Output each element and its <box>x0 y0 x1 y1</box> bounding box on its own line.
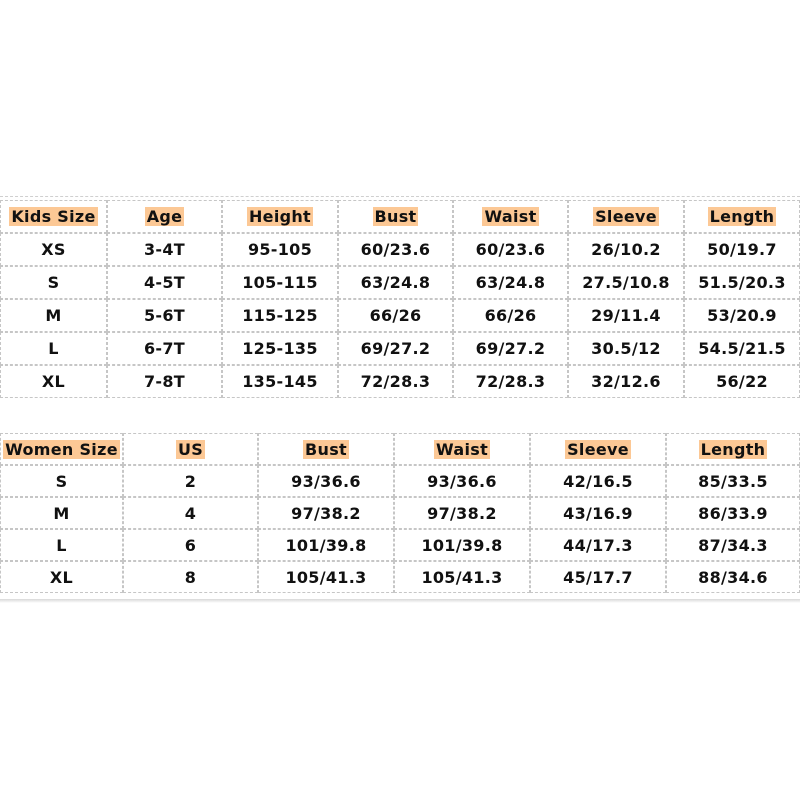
table-row <box>0 266 800 299</box>
women-cell: 42/16.5 <box>530 465 666 497</box>
kids-cell: 60/23.6 <box>453 233 568 266</box>
women-cell: 44/17.3 <box>530 529 666 561</box>
women-cell: 6 <box>123 529 258 561</box>
kids-header-label: Kids Size <box>11 207 96 226</box>
kids-cell: 72/28.3 <box>453 365 568 398</box>
women-header-cell <box>0 433 123 465</box>
table-row <box>0 299 800 332</box>
women-cell: 97/38.2 <box>394 497 530 529</box>
kids-cell: 26/10.2 <box>568 233 684 266</box>
chart-frame-top-border <box>0 196 800 197</box>
women-cell: 8 <box>123 561 258 593</box>
kids-cell: 3-4T <box>107 233 222 266</box>
kids-header-label: Length <box>709 207 775 226</box>
kids-cell: 32/12.6 <box>568 365 684 398</box>
table-row <box>0 529 800 561</box>
women-header-label: Length <box>700 439 766 459</box>
kids-cell: 27.5/10.8 <box>568 266 684 299</box>
kids-header-cell <box>338 200 453 233</box>
kids-cell: XS <box>0 233 107 266</box>
kids-cell: 66/26 <box>338 299 453 332</box>
kids-header-cell <box>684 200 800 233</box>
kids-header-cell <box>568 200 684 233</box>
kids-cell: 5-6T <box>107 299 222 332</box>
women-header-label: Bust <box>305 439 347 459</box>
women-cell: 101/39.8 <box>258 529 394 561</box>
kids-header-row <box>0 200 800 233</box>
women-cell: 88/34.6 <box>666 561 800 593</box>
women-header-label: Waist <box>435 439 489 459</box>
table-row <box>0 497 800 529</box>
women-cell: 87/34.3 <box>666 529 800 561</box>
kids-header-label: Waist <box>484 207 537 226</box>
kids-header-cell <box>0 200 107 233</box>
kids-cell: 69/27.2 <box>453 332 568 365</box>
kids-cell: 105-115 <box>222 266 338 299</box>
kids-cell: 7-8T <box>107 365 222 398</box>
table-row <box>0 561 800 593</box>
kids-header-label: Age <box>146 207 183 226</box>
women-size-table <box>0 433 800 593</box>
kids-cell: 56/22 <box>684 365 800 398</box>
kids-cell: S <box>0 266 107 299</box>
women-header-label: Sleeve <box>567 439 629 459</box>
women-cell: 86/33.9 <box>666 497 800 529</box>
chart-frame-bottom-shadow <box>0 599 800 603</box>
kids-cell: 69/27.2 <box>338 332 453 365</box>
table-row <box>0 465 800 497</box>
women-cell: S <box>0 465 123 497</box>
kids-cell: 115-125 <box>222 299 338 332</box>
kids-cell: 135-145 <box>222 365 338 398</box>
women-cell: 43/16.9 <box>530 497 666 529</box>
kids-cell: 29/11.4 <box>568 299 684 332</box>
women-header-row <box>0 433 800 465</box>
women-cell: 97/38.2 <box>258 497 394 529</box>
kids-cell: XL <box>0 365 107 398</box>
kids-header-label: Height <box>248 207 312 226</box>
kids-cell: 63/24.8 <box>453 266 568 299</box>
kids-cell: 66/26 <box>453 299 568 332</box>
women-cell: XL <box>0 561 123 593</box>
women-header-cell <box>530 433 666 465</box>
women-cell: 93/36.6 <box>258 465 394 497</box>
table-row <box>0 233 800 266</box>
women-header-cell <box>258 433 394 465</box>
women-cell: L <box>0 529 123 561</box>
women-cell: 45/17.7 <box>530 561 666 593</box>
kids-header-cell <box>107 200 222 233</box>
table-row <box>0 365 800 398</box>
women-cell: 2 <box>123 465 258 497</box>
women-cell: 105/41.3 <box>258 561 394 593</box>
kids-cell: 4-5T <box>107 266 222 299</box>
kids-cell: 50/19.7 <box>684 233 800 266</box>
women-header-cell <box>123 433 258 465</box>
women-cell: M <box>0 497 123 529</box>
kids-cell: M <box>0 299 107 332</box>
kids-cell: 63/24.8 <box>338 266 453 299</box>
kids-cell: 30.5/12 <box>568 332 684 365</box>
kids-size-table <box>0 200 800 398</box>
women-cell: 4 <box>123 497 258 529</box>
kids-cell: 6-7T <box>107 332 222 365</box>
kids-cell: 53/20.9 <box>684 299 800 332</box>
kids-header-label: Bust <box>374 207 417 226</box>
kids-cell: 54.5/21.5 <box>684 332 800 365</box>
women-header-label: Women Size <box>5 439 118 459</box>
kids-cell: L <box>0 332 107 365</box>
kids-cell: 72/28.3 <box>338 365 453 398</box>
women-cell: 101/39.8 <box>394 529 530 561</box>
kids-cell: 125-135 <box>222 332 338 365</box>
women-header-cell <box>666 433 800 465</box>
women-header-cell <box>394 433 530 465</box>
table-row <box>0 332 800 365</box>
women-cell: 93/36.6 <box>394 465 530 497</box>
kids-cell: 95-105 <box>222 233 338 266</box>
kids-cell: 60/23.6 <box>338 233 453 266</box>
women-cell: 105/41.3 <box>394 561 530 593</box>
women-cell: 85/33.5 <box>666 465 800 497</box>
kids-header-cell <box>453 200 568 233</box>
kids-cell: 51.5/20.3 <box>684 266 800 299</box>
women-header-label: US <box>177 439 204 459</box>
kids-header-cell <box>222 200 338 233</box>
kids-header-label: Sleeve <box>595 207 657 226</box>
